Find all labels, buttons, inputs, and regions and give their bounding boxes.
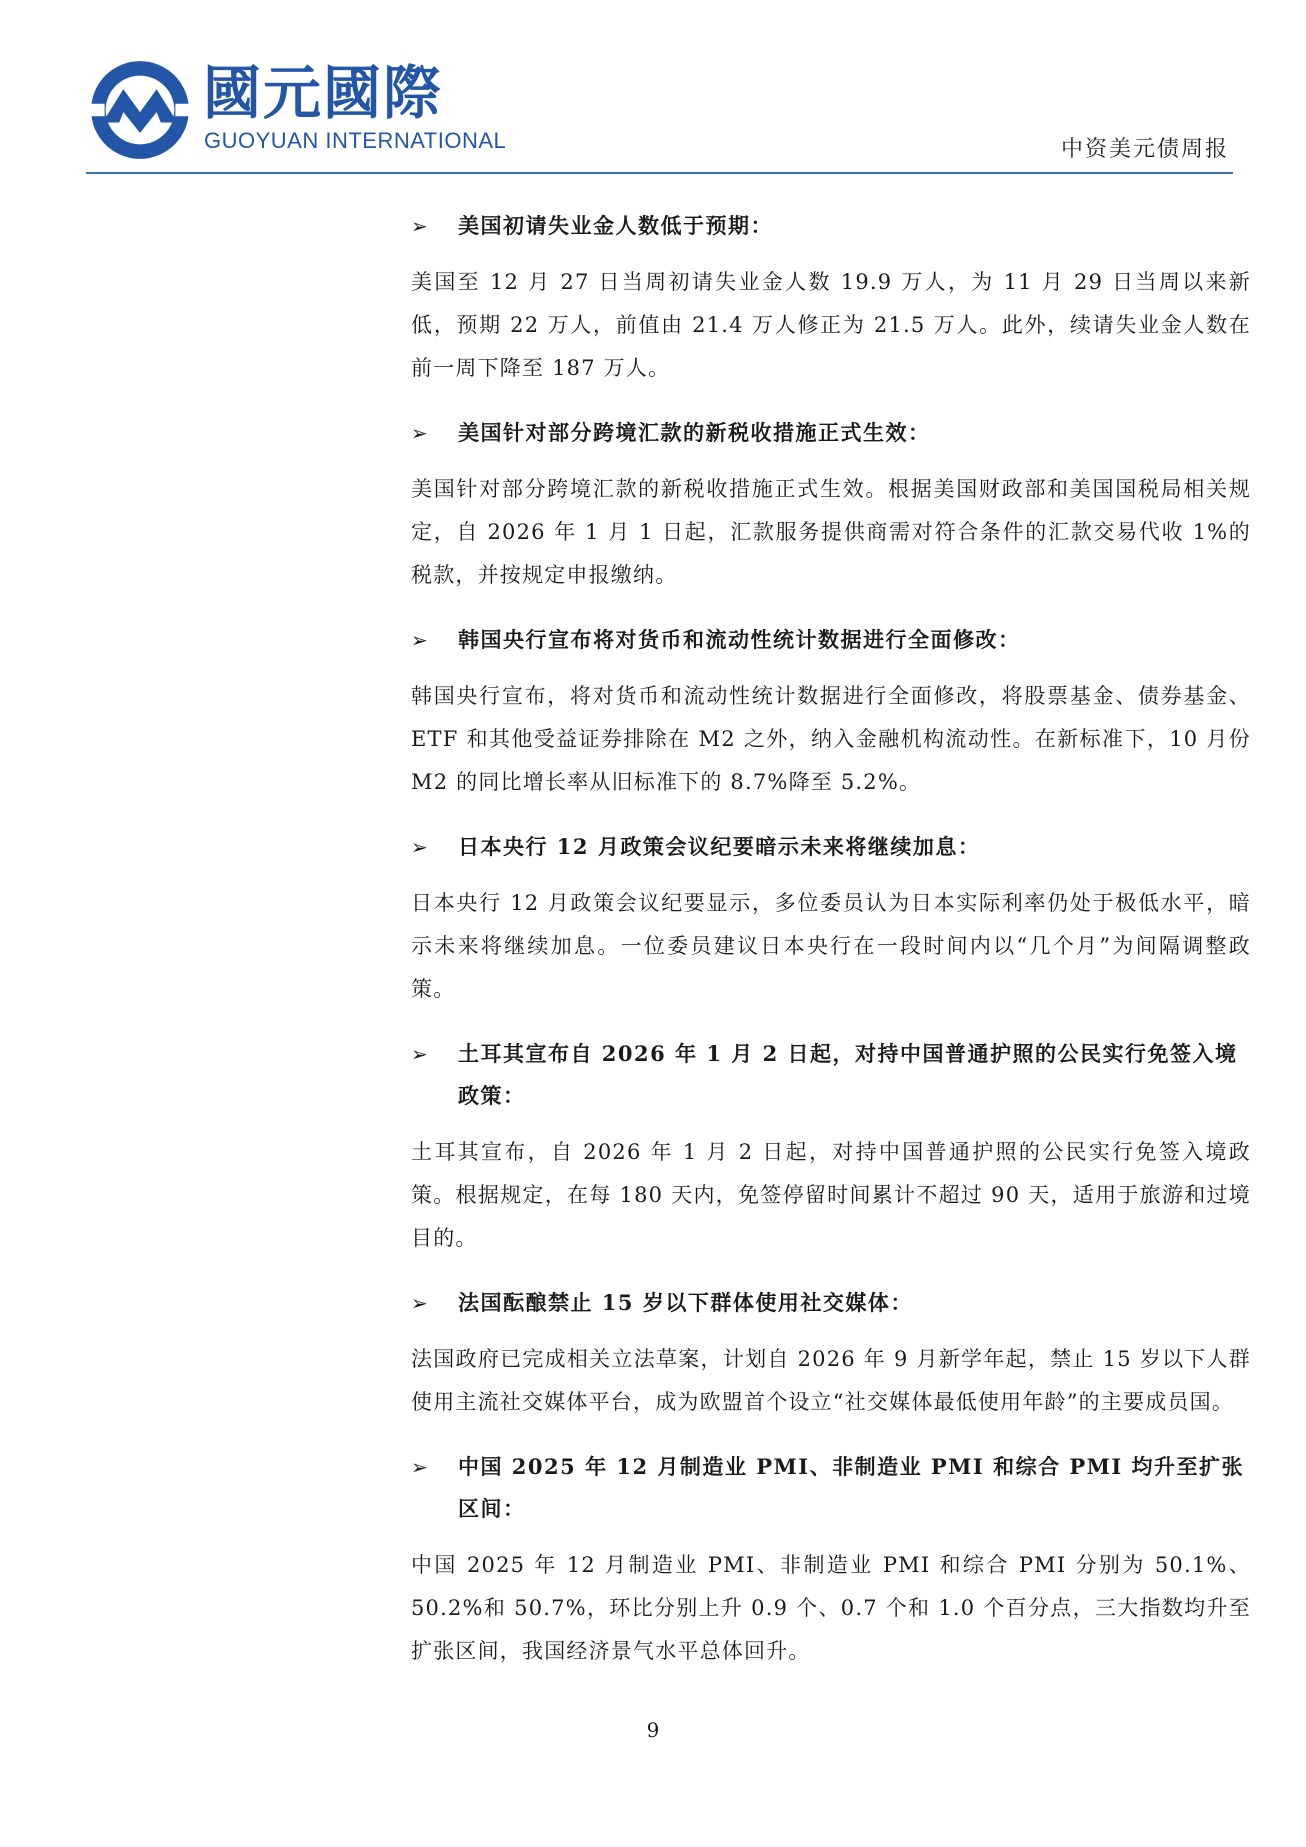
section-paragraph: 日本央行 12 月政策会议纪要显示，多位委员认为日本实际利率仍处于极低水平，暗示未来将继续加息。一位委员建议日本央行在一段时间内以“几个月”为间隔调整政策。: [411, 891, 1251, 1001]
bullet-arrow-icon: ➢: [411, 835, 430, 859]
report-title: 中资美元债周报: [1060, 137, 1229, 162]
header-divider: [86, 172, 1233, 174]
bullet-arrow-icon: ➢: [411, 1455, 430, 1479]
section-heading-text: 土耳其宣布自 2026 年 1 月 2 日起，对持中国普通护照的公民实行免签入境政策：: [458, 1041, 1238, 1108]
news-item: [411, 619, 1251, 804]
guoyuan-logo-icon: [88, 58, 192, 162]
bullet-arrow-icon: ➢: [411, 628, 430, 652]
bullet-arrow-icon: ➢: [411, 1042, 430, 1066]
logo-chinese-text: 國元國際: [203, 59, 444, 127]
section-paragraph: 中国 2025 年 12 月制造业 PMI、非制造业 PMI 和综合 PMI 分别为 50.1%、50.2%和 50.7%，环比分别上升 0.9 个、0.7 个和 1.0 个百分点，三大指数均升至扩张区间，我国经济景气水平总体回升。: [411, 1553, 1251, 1663]
section-heading: [411, 826, 1251, 868]
news-item: [411, 826, 1251, 1011]
section-heading: [411, 1446, 1251, 1530]
section-heading: [411, 619, 1251, 661]
section-paragraph: 法国政府已完成相关立法草案，计划自 2026 年 9 月新学年起，禁止 15 岁以下人群使用主流社交媒体平台，成为欧盟首个设立“社交媒体最低使用年龄”的主要成员国。: [411, 1347, 1251, 1414]
page-number: 9: [646, 1718, 660, 1742]
section-heading-text: 美国针对部分跨境汇款的新税收措施正式生效：: [458, 420, 931, 445]
section-heading: [411, 412, 1251, 454]
section-heading: [411, 205, 1251, 247]
section-heading-text: 韩国央行宣布将对货币和流动性统计数据进行全面修改：: [458, 627, 1021, 652]
bullet-arrow-icon: ➢: [411, 1291, 430, 1315]
bullet-arrow-icon: ➢: [411, 421, 430, 445]
news-item: [411, 412, 1251, 597]
logo-english-text: GUOYUAN INTERNATIONAL: [204, 128, 507, 153]
news-item: [411, 205, 1251, 390]
section-heading-text: 日本央行 12 月政策会议纪要暗示未来将继续加息：: [458, 834, 981, 859]
news-item: [411, 1033, 1251, 1260]
bullet-arrow-icon: ➢: [411, 214, 430, 238]
section-heading: [411, 1282, 1251, 1324]
section-heading: [411, 1033, 1251, 1117]
section-heading-text: 法国酝酿禁止 15 岁以下群体使用社交媒体：: [458, 1290, 913, 1315]
section-heading-text: 中国 2025 年 12 月制造业 PMI、非制造业 PMI 和综合 PMI 均升至扩张区间：: [458, 1454, 1245, 1521]
page-header: [0, 0, 1306, 180]
news-item: [411, 1446, 1251, 1673]
section-paragraph: 美国针对部分跨境汇款的新税收措施正式生效。根据美国财政部和美国国税局相关规定，自 2026 年 1 月 1 日起，汇款服务提供商需对符合条件的汇款交易代收 1%的税款，并按规定申报缴纳。: [411, 477, 1251, 587]
news-item: [411, 1282, 1251, 1424]
section-heading-text: 美国初请失业金人数低于预期：: [458, 213, 773, 238]
section-paragraph: 韩国央行宣布，将对货币和流动性统计数据进行全面修改，将股票基金、债券基金、ETF 和其他受益证券排除在 M2 之外，纳入金融机构流动性。在新标准下，10 月份 M2 的同比增长率从旧标准下的 8.7%降至 5.2%。: [411, 684, 1251, 794]
section-paragraph: 美国至 12 月 27 日当周初请失业金人数 19.9 万人，为 11 月 29 日当周以来新低，预期 22 万人，前值由 21.4 万人修正为 21.5 万人。此外，续请失业金人数在前一周下降至 187 万人。: [411, 270, 1251, 380]
section-paragraph: 土耳其宣布，自 2026 年 1 月 2 日起，对持中国普通护照的公民实行免签入境政策。根据规定，在每 180 天内，免签停留时间累计不超过 90 天，适用于旅游和过境目的。: [411, 1140, 1251, 1250]
document-body: [411, 205, 1251, 1695]
